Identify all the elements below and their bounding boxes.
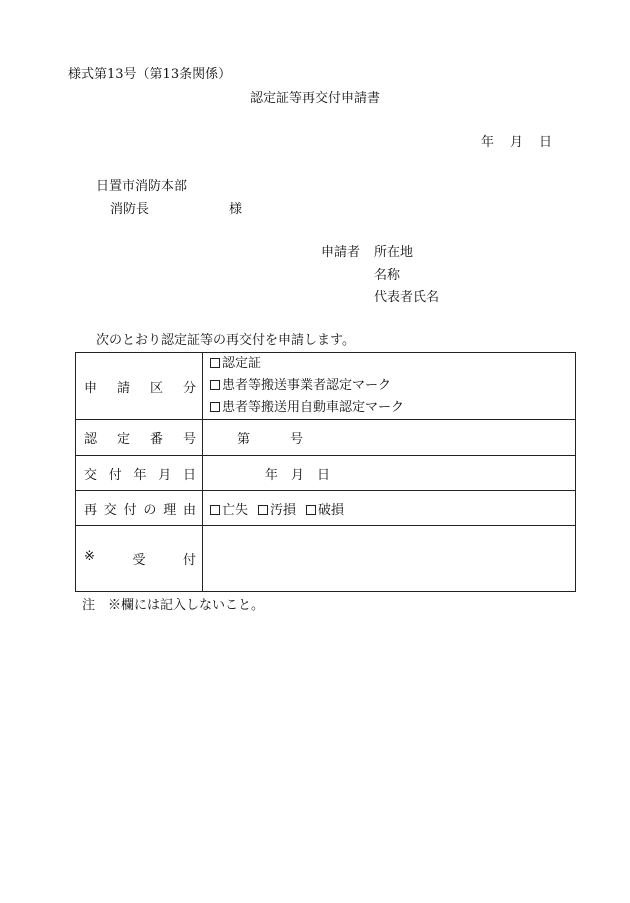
reception-field — [203, 526, 576, 592]
issue-date-label: 交 付 年 月 日 — [76, 456, 203, 491]
reason-option[interactable]: 汚損 — [258, 503, 296, 518]
row-reception — [76, 526, 576, 592]
reason-option[interactable]: 亡失 — [210, 503, 248, 518]
addressee-org: 日置市消防本部 — [96, 179, 188, 194]
category-option[interactable]: 患者等搬送用自動車認定マーク — [210, 397, 575, 419]
date-line — [481, 135, 552, 151]
applicant-address-label: 所在地 — [374, 245, 414, 260]
row-category — [76, 353, 576, 420]
addressee-role: 消防長 — [110, 202, 150, 217]
category-option[interactable]: 認定証 — [210, 353, 575, 375]
reason-label: 再 交 付 の 理 由 — [76, 491, 203, 526]
reason-options — [203, 491, 576, 526]
checkbox[interactable] — [258, 505, 268, 515]
date-day: 日 — [539, 135, 553, 150]
form-number: 様式第13号（第13条関係） — [68, 67, 232, 82]
row-issue-date — [76, 456, 576, 491]
applicant-rep-label: 代表者氏名 — [374, 290, 440, 305]
issue-date-field[interactable]: 年 月 日 — [203, 456, 576, 491]
row-reason — [76, 491, 576, 526]
checkbox[interactable] — [306, 505, 316, 515]
document-title: 認定証等再交付申請書 — [250, 91, 381, 106]
checkbox[interactable] — [210, 402, 220, 412]
category-option[interactable]: 患者等搬送事業者認定マーク — [210, 375, 575, 397]
applicant-label: 申請者 — [321, 245, 361, 260]
cert-number-label: 認 定 番 号 — [76, 420, 203, 456]
row-cert-number — [76, 420, 576, 456]
date-year: 年 — [481, 135, 495, 150]
note: 注 ※欄には記入しないこと。 — [82, 598, 265, 613]
category-label: 申 請 区 分 — [76, 353, 203, 420]
application-table — [75, 352, 576, 592]
intro-text: 次のとおり認定証等の再交付を申請します。 — [96, 333, 355, 348]
category-options — [203, 353, 576, 420]
date-month: 月 — [510, 135, 524, 150]
addressee-honorific: 様 — [229, 202, 243, 217]
cert-number-field[interactable]: 第 号 — [203, 420, 576, 456]
checkbox[interactable] — [210, 358, 220, 368]
checkbox[interactable] — [210, 380, 220, 390]
reason-option[interactable]: 破損 — [306, 503, 344, 518]
applicant-name-label: 名称 — [374, 268, 401, 283]
reception-label: ※ 受 付 — [76, 526, 203, 592]
checkbox[interactable] — [210, 505, 220, 515]
